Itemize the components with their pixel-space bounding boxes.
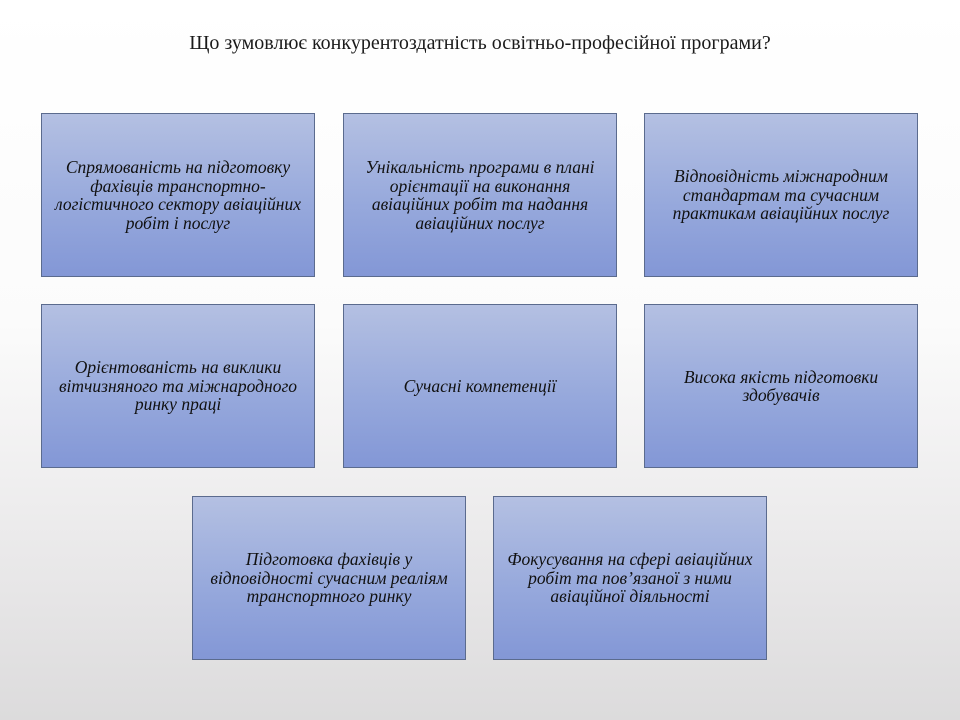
factor-box-text: Унікальність програми в плані орієнтації на виконання авіаційних робіт та надання авіаційних послуг xyxy=(365,157,595,233)
factor-box-uniqueness xyxy=(343,113,617,277)
factor-box-labor-market xyxy=(41,304,315,468)
factor-box-text: Відповідність міжнародним стандартам та сучасним практикам авіаційних послуг xyxy=(672,166,890,224)
factor-box-aviation-focus xyxy=(493,496,767,660)
factor-box-international-standards xyxy=(644,113,918,277)
factor-box-text: Висока якість підготовки здобувачів xyxy=(683,366,879,405)
factor-box-transport-market xyxy=(192,496,466,660)
factor-box-quality xyxy=(644,304,918,468)
slide-title: Що зумовлює конкурентоздатність освітньо-професійної програми? xyxy=(189,32,771,54)
factor-box-text: Підготовка фахівців у відповідності сучасним реаліям транспортного ринку xyxy=(210,549,448,607)
factor-box-text: Фокусування на сфері авіаційних робіт та пов’язаної з ними авіаційної діяльності xyxy=(507,549,753,607)
factor-box-text: Спрямованість на підготовку фахівців транспортно-логістичного сектору авіаційних робіт і послуг xyxy=(55,157,301,233)
factor-box-text: Орієнтованість на виклики вітчизняного та міжнародного ринку праці xyxy=(58,357,298,415)
factor-box-competencies xyxy=(343,304,617,468)
factor-box-specialization xyxy=(41,113,315,277)
factor-box-text: Сучасні компетенції xyxy=(403,375,557,396)
